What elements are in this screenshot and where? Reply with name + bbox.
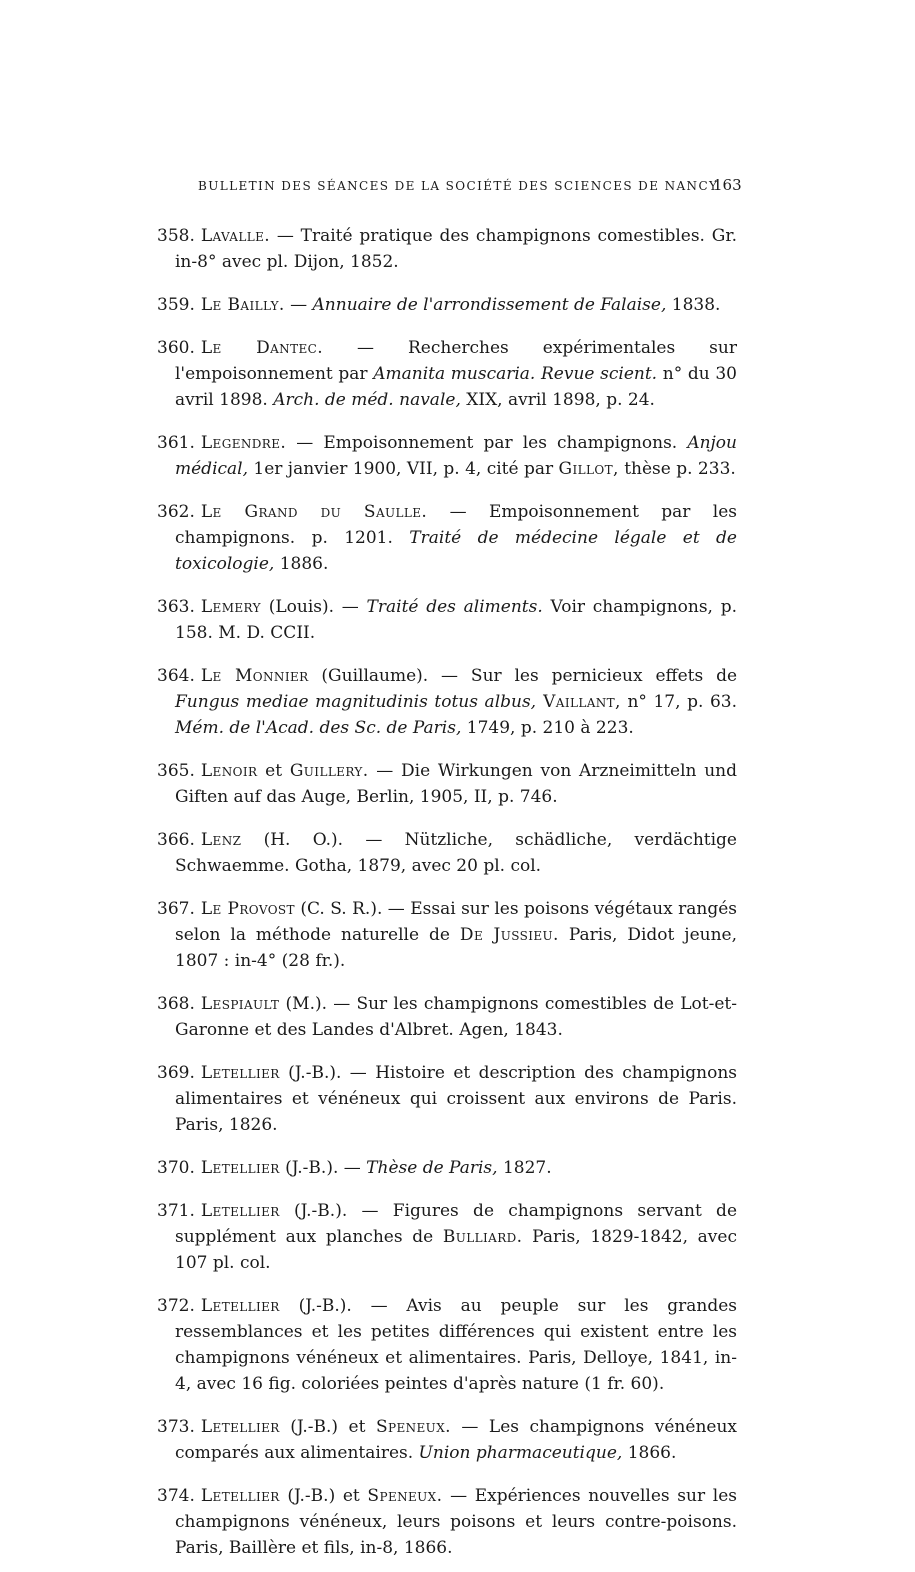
entry-cited-author: Gillot, (558, 459, 619, 479)
entry-text: (J.-B.). — Histoire et description des champignons alimentaires et vénéneux qui croissent aux environs de Paris. Paris, 1826. (175, 1063, 737, 1135)
entry-title: Annuaire de l'arrondissement de Falaise, (312, 295, 667, 315)
bibliography-entry (157, 1293, 737, 1397)
entry-text: 1827. (497, 1158, 552, 1178)
entry-text: n° 17, p. 63. (620, 692, 737, 712)
entry-text: 1749, p. 210 à 223. (461, 718, 634, 738)
entry-number: 372. (157, 1296, 195, 1316)
bibliography-entry (157, 1483, 737, 1561)
entry-text: — Traité pratique des champignons comestibles. Gr. in-8° avec pl. Dijon, 1852. (175, 226, 737, 272)
page-number: 163 (713, 176, 742, 194)
entry-number: 364. (157, 666, 195, 686)
entry-journal: Mém. de l'Acad. des Sc. de Paris, (175, 718, 462, 738)
entry-text: (J.-B.) et (279, 1486, 368, 1506)
entry-coauthor: Speneux. (375, 1417, 451, 1437)
entry-text: 1886. (274, 554, 329, 574)
entry-text: — Empoisonnement par les champignons. (286, 433, 688, 453)
entry-text: et (257, 761, 290, 781)
entry-text: (Guillaume). — Sur les pernicieux effets de (308, 666, 738, 686)
entry-text: 1er janvier 1900, VII, p. 4, cité par (248, 459, 559, 479)
entry-text: (C. S. R.). — Essai sur les poisons végétaux rangés selon la méthode naturelle de (175, 899, 737, 945)
entry-author: Letellier (200, 1063, 280, 1083)
entry-text: — Recherches expérimentales sur l'empoisonnement par (175, 338, 737, 384)
entry-number: 360. (157, 338, 195, 358)
entry-number: 365. (157, 761, 195, 781)
entry-author: Lavalle. (200, 226, 271, 246)
entry-number: 361. (157, 433, 195, 453)
entry-coauthor: Speneux. (367, 1486, 443, 1506)
entry-number: 362. (157, 502, 195, 522)
entry-text: (J.-B.). — Avis au peuple sur les grandes ressemblances et les petites différences qui existent entre les champignons vénéneux et alimentaires. Paris, Delloye, 1841, in-4, avec 16 fig. coloriées peintes d'après nature (1 fr. 60). (175, 1296, 737, 1394)
bibliography-entry (157, 499, 737, 577)
entry-journal: Arch. de méd. navale, (273, 390, 461, 410)
entry-author: Le Grand du Saulle. (200, 502, 428, 522)
entry-journal: Union pharmaceutique, (418, 1443, 623, 1463)
bibliography-entry (157, 758, 737, 810)
entry-text: (J.-B.). — (279, 1158, 367, 1178)
entry-title: Fungus mediae magnitudinis totus albus, (175, 692, 537, 712)
bibliography-entry (157, 223, 737, 275)
entry-title: Amanita muscaria. Revue scient. (373, 364, 658, 384)
bibliography-entry (157, 663, 737, 741)
bibliography-entry (157, 335, 737, 413)
entry-title: Thèse de Paris, (366, 1158, 498, 1178)
entry-text: — (284, 295, 313, 315)
bibliography-entry (157, 896, 737, 974)
entry-number: 373. (157, 1417, 195, 1437)
bibliography-entry (157, 1155, 737, 1181)
entry-cited-author: De Jussieu. (459, 925, 559, 945)
entry-text: (Louis). — (260, 597, 367, 617)
bibliography-entry (157, 430, 737, 482)
entry-text: Paris, Didot jeune, 1807 : in-4° (28 fr.). (175, 925, 738, 971)
entry-text: thèse p. 233. (618, 459, 736, 479)
entry-number: 363. (157, 597, 195, 617)
entry-author: Lenoir (200, 761, 258, 781)
entry-author: Lemery (200, 597, 261, 617)
entry-title: Traité des aliments. (366, 597, 543, 617)
entry-author: Letellier (200, 1296, 280, 1316)
bibliography-entry (157, 594, 737, 646)
entry-number: 367. (157, 899, 195, 919)
entry-number: 359. (157, 295, 195, 315)
entry-text: (J.-B.) et (279, 1417, 376, 1437)
entry-text: — Les champignons vénéneux comparés aux alimentaires. (175, 1417, 737, 1463)
entry-text: 1866. (622, 1443, 677, 1463)
entry-text: Voir champignons, p. 158. M. D. CCII. (175, 597, 738, 643)
bibliography-list (157, 206, 737, 1572)
entry-text: XIX, avril 1898, p. 24. (460, 390, 655, 410)
entry-number: 366. (157, 830, 195, 850)
entry-number: 358. (157, 226, 195, 246)
entry-coauthor: Guillery. (289, 761, 369, 781)
entry-author: Letellier (200, 1201, 280, 1221)
entry-number: 368. (157, 994, 195, 1014)
entry-author: Le Bailly. (200, 295, 285, 315)
entry-text: — Expériences nouvelles sur les champignons vénéneux, leurs poisons et leurs contre-poisons. Paris, Baillère et fils, in-8, 1866. (175, 1486, 737, 1558)
entry-text: (J.-B.). — Figures de champignons servant de supplément aux planches de (175, 1201, 737, 1247)
entry-author: Letellier (200, 1417, 280, 1437)
running-header: BULLETIN DES SÉANCES DE LA SOCIÉTÉ DES SCIENCES DE NANCY (198, 179, 719, 193)
entry-author: Legendre. (200, 433, 287, 453)
entry-cited-author: Bulliard. (442, 1227, 523, 1247)
entry-text: — Empoisonnement par les champignons. p. 1201. (175, 502, 737, 548)
entry-author: Lespiault (200, 994, 280, 1014)
entry-number: 371. (157, 1201, 195, 1221)
bibliography-entry (157, 1198, 737, 1276)
entry-journal: Anjou médical, (175, 433, 737, 479)
entry-author: Le Dantec. (200, 338, 324, 358)
entry-text: (H. O.). — Nützliche, schädliche, verdächtige Schwaemme. Gotha, 1879, avec 20 pl. col. (175, 830, 737, 876)
entry-author: Le Monnier (200, 666, 309, 686)
entry-author: Letellier (200, 1486, 280, 1506)
entry-text: (M.). — Sur les champignons comestibles de Lot-et-Garonne et des Landes d'Albret. Agen, 1843. (175, 994, 737, 1040)
bibliography-entry (157, 827, 737, 879)
entry-cited-author: Vaillant, (536, 692, 621, 712)
bibliography-entry (157, 1060, 737, 1138)
entry-text: 1838. (666, 295, 721, 315)
entry-text: — Die Wirkungen von Arzneimitteln und Giften auf das Auge, Berlin, 1905, II, p. 746. (175, 761, 738, 807)
entry-author: Lenz (200, 830, 242, 850)
entry-title: Traité de médecine légale et de toxicologie, (175, 528, 737, 574)
bibliography-entry (157, 292, 737, 318)
bibliography-entry (157, 1414, 737, 1466)
entry-text: n° du 30 avril 1898. (175, 364, 737, 410)
entry-number: 370. (157, 1158, 195, 1178)
entry-author: Le Provost (200, 899, 295, 919)
entry-number: 374. (157, 1486, 195, 1506)
bibliography-entry (157, 991, 737, 1043)
entry-number: 369. (157, 1063, 195, 1083)
entry-author: Letellier (200, 1158, 280, 1178)
entry-text: Paris, 1829-1842, avec 107 pl. col. (175, 1227, 737, 1273)
